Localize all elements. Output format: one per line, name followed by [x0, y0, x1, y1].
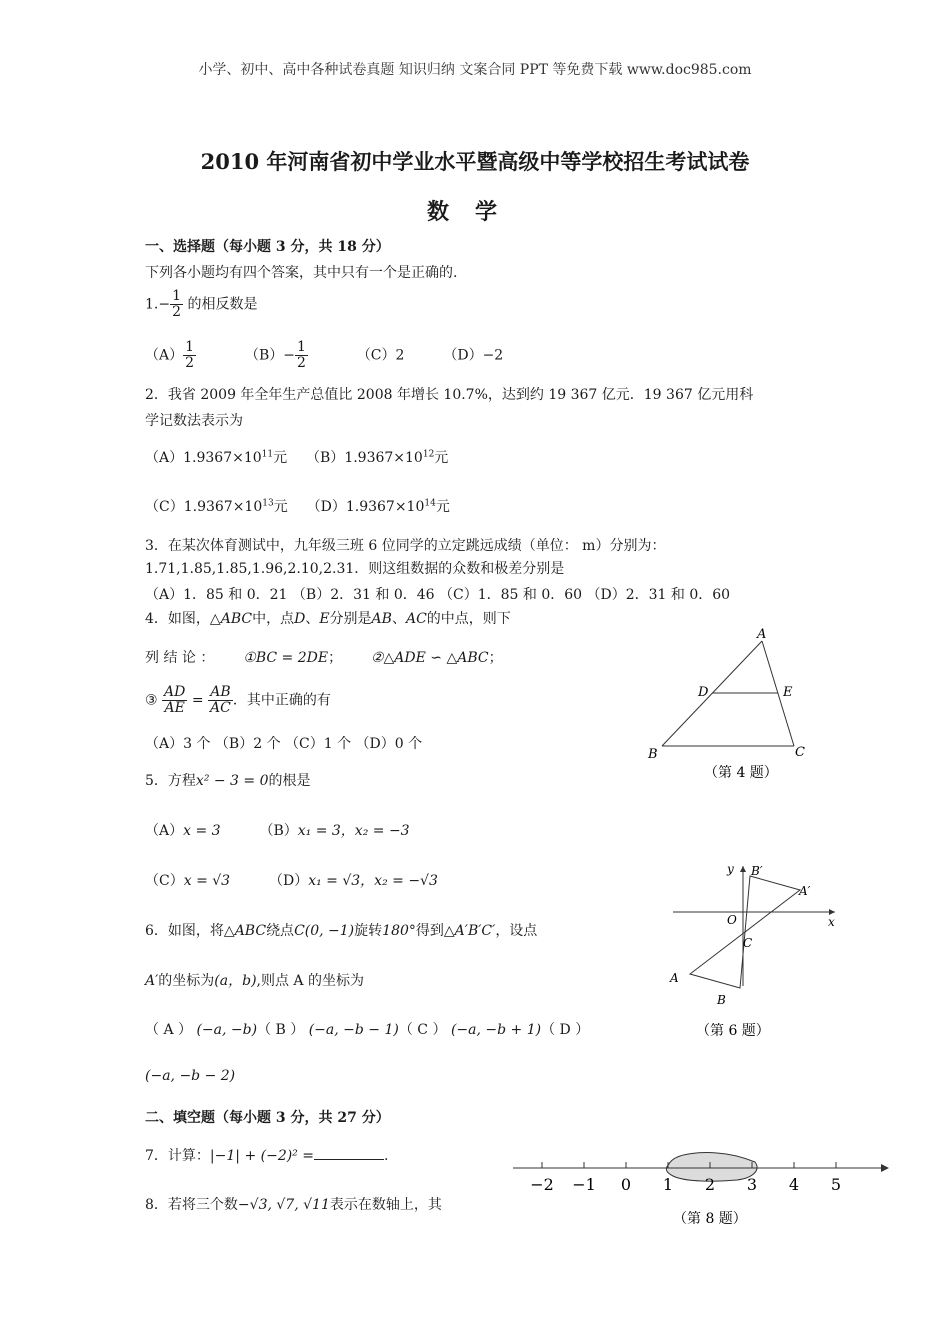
q4-sep1: 、 [305, 611, 320, 627]
q6-figure [665, 858, 845, 1043]
q6-options-abc [145, 1019, 589, 1039]
q8-numbers: −√3, √7, √11 [237, 1197, 330, 1213]
q4-frac2-den: AC [210, 700, 231, 716]
q4-equals: = [191, 692, 204, 709]
q6-label-a: A [670, 971, 679, 985]
q2-option-b-unit: 元 [434, 450, 449, 466]
q1-stem: 的相反数是 [187, 296, 258, 313]
q5-options-cd [145, 870, 438, 890]
q1-option-a-fraction [183, 340, 196, 371]
q2-option-c-label: （C） [145, 499, 184, 515]
q4-ac: AC [405, 611, 427, 627]
q8-number-line-figure [505, 1140, 895, 1235]
q2-option-d-label: （D） [306, 499, 346, 515]
q2-line2: 学记数法表示为 [145, 413, 243, 429]
q8-tick-label: −2 [530, 1175, 554, 1194]
q6-text-a: 6．如图，将 [145, 923, 224, 939]
q6-text-b: 绕点 [266, 923, 295, 939]
q4-text-c: 分别是 [329, 611, 372, 627]
q4-text-a: 4．如图， [145, 611, 210, 627]
q7-expression: |−1| + (−2)² = [209, 1148, 314, 1164]
q6-option-d: (−a, −b − 2) [145, 1068, 236, 1084]
q4-frac1-num: AD [164, 684, 186, 700]
q6-label-y: y [727, 862, 734, 876]
q6-line2 [145, 970, 364, 990]
q6-option-b-label: （ B ） [257, 1022, 305, 1038]
q1-option-a-num: 1 [185, 339, 195, 355]
q6-text-d: 得到 [415, 923, 444, 939]
q1-option-b-minus: − [283, 347, 295, 364]
q4-semi2: ； [488, 650, 503, 666]
q1-number: 1. [145, 296, 159, 313]
q1-option-b-den: 2 [296, 355, 306, 371]
exam-title: 2010 年河南省初中学业水平暨高级中等学校招生考试试卷 [200, 149, 750, 174]
section2-heading: 二、填空题（每小题 3 分，共 27 分） [145, 1110, 390, 1126]
q6-option-c: (−a, −b + 1) [450, 1022, 542, 1038]
q2-option-b-base: 1.9367×10 [344, 450, 423, 466]
q5-option-b: x₁ = 3，x₂ = −3 [297, 823, 410, 839]
q2-option-c-exp: 13 [262, 498, 274, 509]
q1-option-b-label: （B） [244, 347, 284, 364]
q3-line1: 3．在某次体育测试中，九年级三班 6 位同学的立定跳远成绩（单位： m）分别为： [145, 538, 666, 554]
q8-tick-label: 0 [620, 1175, 632, 1194]
q1-option-d: （D）−2 [443, 347, 504, 364]
q6-point: C(0, −1) [294, 923, 355, 939]
q5-option-d: x₁ = √3，x₂ = −√3 [308, 873, 438, 889]
q6-option-d-label: （ D ） [541, 1022, 590, 1038]
q6-degree: 180° [382, 923, 416, 939]
q4-line3 [145, 685, 331, 716]
q4-line1 [145, 608, 511, 628]
q5-stem-b: 的根是 [268, 773, 311, 789]
q6-coord: (a，b) [214, 973, 257, 989]
q4-conclusion-2: ②△ADE ∽ △ABC [370, 650, 489, 666]
q6-label-b: B [717, 993, 726, 1007]
q2-option-d-unit: 元 [435, 499, 450, 515]
q6-caption: （第 6 题） [696, 1023, 770, 1039]
q6-y-arrow [740, 866, 746, 872]
q6-text-e: ，设点 [495, 923, 538, 939]
q4-triangle-symbol: △ [209, 611, 221, 627]
q6-label-b-prime: B′ [751, 864, 763, 878]
q4-fraction-ad-ae [162, 685, 187, 716]
q2-option-a-unit: 元 [273, 450, 288, 466]
q4-sep2: 、 [391, 611, 406, 627]
q5-stem-a: 5．方程 [145, 773, 196, 789]
question-7 [145, 1145, 388, 1165]
q5-option-c-label: （C） [145, 873, 184, 889]
q1-frac-den: 2 [172, 304, 182, 320]
q6-option-d-line [145, 1068, 235, 1084]
q8-stem-a: 8．若将三个数 [145, 1197, 238, 1213]
q4-line3-tail: ．其中正确的有 [232, 692, 331, 709]
q2-option-c-unit: 元 [273, 499, 288, 515]
q3-options: （A）1．85 和 0．21 （B）2．31 和 0．46 （C）1．85 和 0．60 （D）2．31 和 0．60 [145, 587, 731, 603]
q2-option-b-label: （B） [306, 450, 345, 466]
q1-minus: − [158, 296, 171, 313]
q4-conclusion-1: ①BC = 2DE [243, 650, 329, 666]
q2-option-a-label: （A） [145, 450, 184, 466]
q4-semi1: ； [328, 650, 343, 666]
q4-label-e: E [783, 685, 793, 700]
q1-option-b-fraction [295, 340, 308, 371]
q6-tri: △ABC [223, 923, 267, 939]
q7-stem-b: . [383, 1148, 389, 1164]
q5-option-a-label: （A） [145, 823, 184, 839]
q2-option-d-exp: 14 [424, 498, 436, 509]
q4-label-c: C [795, 745, 805, 760]
q6-text-g: ,则点 A 的坐标为 [256, 973, 364, 989]
q2-option-a-base: 1.9367×10 [183, 450, 262, 466]
q4-conclusion-intro: 列 结 论 ： [145, 650, 215, 666]
q1-option-c: （C）2 [356, 347, 405, 364]
q1-option-a-label: （A） [145, 347, 184, 364]
q5-option-b-label: （B） [259, 823, 298, 839]
q6-option-c-label: （ C ） [398, 1022, 447, 1038]
q2-line1: 2．我省 2009 年全年生产总值比 2008 年增长 10.7%，达到约 19 367 亿元．19 367 亿元用科 [145, 387, 754, 403]
q6-label-a-prime: A′ [799, 884, 811, 898]
q4-e: E [319, 611, 330, 627]
q4-options: （A）3 个 （B）2 个 （C）1 个 （D）0 个 [145, 736, 423, 752]
q2-options-cd [145, 496, 450, 516]
q4-caption: （第 4 题） [704, 765, 778, 781]
q4-line2 [145, 647, 503, 667]
q5-stem [145, 770, 311, 790]
q2-option-c-base: 1.9367×10 [183, 499, 263, 515]
q8-axis-arrow [881, 1164, 889, 1172]
question-1 [145, 289, 257, 320]
q4-conclusion-3-label: ③ [145, 692, 158, 709]
q4-frac1-den: AE [164, 700, 185, 716]
q4-label-a: A [757, 627, 767, 642]
q4-abc: ABC [220, 611, 253, 627]
q7-answer-blank [314, 1145, 384, 1160]
q6-label-c: C [743, 936, 753, 950]
q6-option-a: (−a, −b) [196, 1022, 258, 1038]
q1-options [145, 340, 503, 371]
q5-option-c: x = √3 [183, 873, 231, 889]
q6-option-a-label: （ A ） [145, 1022, 193, 1038]
q2-option-a-exp: 11 [261, 449, 274, 460]
question-8 [145, 1194, 442, 1214]
q1-option-b-num: 1 [296, 339, 306, 355]
q1-frac-num: 1 [172, 288, 182, 304]
q4-d: D [294, 611, 306, 627]
q5-option-d-label: （D） [268, 873, 309, 889]
q6-text-f: 的坐标为 [158, 973, 215, 989]
q5-options-ab [145, 820, 410, 840]
q6-a-prime: A′ [145, 973, 159, 989]
q8-tick-label: −1 [572, 1175, 596, 1194]
q8-tick-label: 3 [746, 1175, 758, 1194]
q4-fraction-ab-ac [208, 685, 233, 716]
q1-fraction [170, 289, 183, 320]
subject-title: 数学 [426, 199, 523, 225]
q8-stem-b: 表示在数轴上，其 [329, 1197, 442, 1213]
q4-text-b: 中，点 [252, 611, 295, 627]
section1-heading: 一、选择题（每小题 3 分，共 18 分） [145, 239, 390, 255]
q4-ab: AB [371, 611, 392, 627]
q8-caption: （第 8 题） [673, 1211, 747, 1227]
q6-triangle-abc [690, 932, 745, 988]
q6-label-o: O [727, 913, 737, 927]
q1-option-a-den: 2 [185, 355, 195, 371]
q6-tri2: △A′B′C′ [443, 923, 496, 939]
q3-line2: 1.71,1.85,1.85,1.96,2.10,2.31．则这组数据的众数和极差分别是 [145, 561, 565, 577]
q2-option-d-base: 1.9367×10 [345, 499, 425, 515]
section1-intro: 下列各小题均有四个答案，其中只有一个是正确的. [145, 265, 458, 281]
q6-text-c: 旋转 [354, 923, 383, 939]
q8-tick-label: 1 [662, 1175, 674, 1194]
q7-stem-a: 7．计算： [145, 1148, 210, 1164]
q8-tick-label: 5 [830, 1175, 842, 1194]
q6-triangle-a1b1c [745, 876, 800, 932]
q8-tick-label: 2 [704, 1175, 716, 1194]
q8-tick-label: 4 [788, 1175, 800, 1194]
q6-option-b: (−a, −b − 1) [308, 1022, 399, 1038]
q4-label-b: B [648, 747, 658, 762]
q4-frac2-num: AB [208, 685, 233, 701]
q4-figure [640, 625, 820, 785]
q5-option-a: x = 3 [183, 823, 221, 839]
page-header: 小学、初中、高中各种试卷真题 知识归纳 文案合同 PPT 等免费下载 www.doc985.com [198, 62, 752, 78]
q2-options-ab [145, 447, 448, 467]
q6-label-x: x [828, 915, 835, 929]
q4-text-d: 的中点，则下 [426, 611, 511, 627]
q2-option-b-exp: 12 [422, 449, 435, 460]
q4-label-d: D [698, 685, 709, 700]
q6-line1 [145, 920, 537, 940]
q5-equation: x² − 3 = 0 [195, 773, 269, 789]
